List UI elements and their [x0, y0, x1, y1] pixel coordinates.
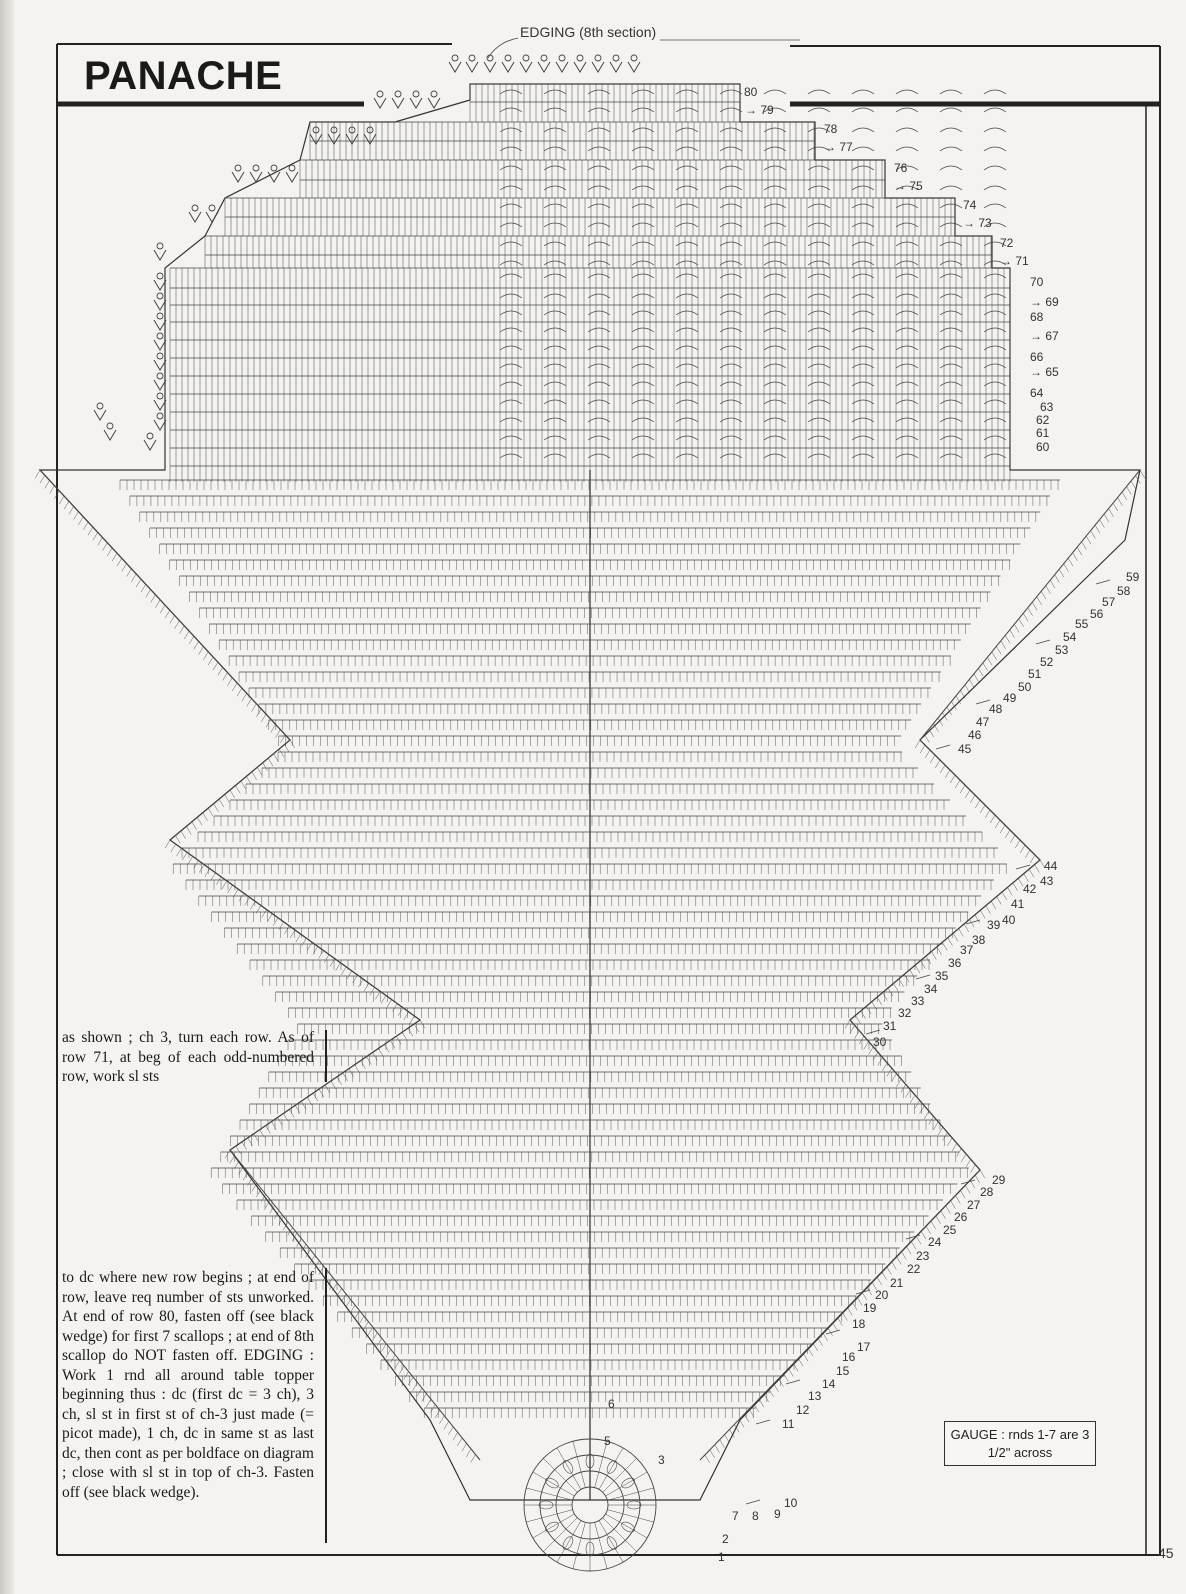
row-label-59: 59 — [1126, 570, 1140, 584]
row-label-72: 72 — [1000, 236, 1014, 250]
row-label-49: 49 — [1003, 691, 1017, 705]
row-label-54: 54 — [1063, 630, 1077, 644]
row-label-37: 37 — [960, 943, 974, 957]
row-label-51: 51 — [1028, 667, 1042, 681]
row-label-77: → 77 — [824, 140, 853, 154]
row-label-14: 14 — [822, 1377, 836, 1391]
row-label-80: 80 — [744, 85, 758, 99]
row-label-7: 7 — [732, 1509, 739, 1523]
row-label-5: 5 — [604, 1434, 611, 1448]
row-label-71: → 71 — [1000, 254, 1029, 268]
gauge-box: GAUGE : rnds 1-7 are 3 1/2" across — [944, 1421, 1096, 1466]
row-label-38: 38 — [972, 933, 986, 947]
row-label-16: 16 — [842, 1350, 856, 1364]
row-label-41: 41 — [1011, 897, 1025, 911]
row-label-67: → 67 — [1030, 329, 1059, 343]
row-label-53: 53 — [1055, 643, 1069, 657]
row-label-74: 74 — [963, 198, 977, 212]
row-label-34: 34 — [924, 982, 938, 996]
row-label-45: 45 — [958, 742, 972, 756]
row-label-11: 11 — [782, 1417, 795, 1431]
row-label-9: 9 — [774, 1507, 781, 1521]
row-label-55: 55 — [1075, 617, 1089, 631]
row-label-31: 31 — [883, 1019, 897, 1033]
row-label-6: 6 — [608, 1397, 615, 1411]
row-label-69: → 69 — [1030, 295, 1059, 309]
row-label-76: 76 — [894, 161, 908, 175]
row-label-42: 42 — [1023, 882, 1037, 896]
row-label-63: 63 — [1040, 400, 1054, 414]
row-label-10: 10 — [784, 1496, 798, 1510]
row-label-39: 39 — [987, 918, 1001, 932]
row-label-3: 3 — [658, 1453, 665, 1467]
row-label-73: → 73 — [963, 216, 992, 230]
row-label-70: 70 — [1030, 275, 1044, 289]
row-label-78: 78 — [824, 122, 838, 136]
row-label-27: 27 — [967, 1198, 981, 1212]
row-label-23: 23 — [916, 1249, 930, 1263]
row-label-33: 33 — [911, 994, 925, 1008]
row-label-13: 13 — [808, 1389, 822, 1403]
row-label-57: 57 — [1102, 595, 1116, 609]
instructions-bottom-rule — [324, 1268, 328, 1543]
row-label-20: 20 — [875, 1288, 889, 1302]
row-label-30: 30 — [873, 1035, 887, 1049]
row-label-66: 66 — [1030, 350, 1044, 364]
row-label-58: 58 — [1117, 584, 1131, 598]
row-label-35: 35 — [935, 969, 949, 983]
row-label-50: 50 — [1018, 680, 1032, 694]
row-label-28: 28 — [980, 1185, 994, 1199]
instructions-top: as shown ; ch 3, turn each row. As of row 71, at beg of each odd-numbered row, work sl sts — [62, 1029, 314, 1085]
row-label-32: 32 — [898, 1006, 912, 1020]
instructions-top-rule — [324, 1030, 328, 1082]
row-label-68: 68 — [1030, 310, 1044, 324]
row-label-48: 48 — [989, 702, 1003, 716]
row-label-62: 62 — [1036, 413, 1050, 427]
row-label-12: 12 — [796, 1403, 810, 1417]
row-label-21: 21 — [890, 1276, 904, 1290]
row-label-1: 1 — [718, 1550, 725, 1564]
row-label-47: 47 — [976, 715, 990, 729]
instructions-bottom: to dc where new row begins ; at end of row, leave req number of sts unworked. At end of row 80, fasten off (see black wedge) for first 7 scallops ; at end of 8th scallop do NOT fasten off. EDGING : Work 1 rnd all around table topper beginning thus : dc (first dc = 3 ch), 3 ch, sl st in first st of ch-3 just made (= picot made), 1 ch, dc in same st as last dc, then cont as per boldface on diagram ; close with sl st in top of ch-3. Fasten off (see black wedge). — [62, 1269, 314, 1501]
row-label-24: 24 — [928, 1235, 942, 1249]
row-label-56: 56 — [1090, 607, 1104, 621]
row-label-64: 64 — [1030, 386, 1044, 400]
row-label-29: 29 — [992, 1173, 1006, 1187]
row-label-25: 25 — [943, 1223, 957, 1237]
row-label-79: → 79 — [745, 103, 774, 117]
row-label-17: 17 — [857, 1340, 871, 1354]
row-label-22: 22 — [907, 1262, 921, 1276]
row-label-36: 36 — [948, 956, 962, 970]
row-label-8: 8 — [752, 1509, 759, 1523]
row-label-44: 44 — [1044, 859, 1058, 873]
edging-label: EDGING (8th section) — [520, 24, 657, 40]
row-label-75: → 75 — [894, 179, 923, 193]
page-number: 45 — [1158, 1545, 1174, 1561]
row-label-65: → 65 — [1030, 365, 1059, 379]
row-label-26: 26 — [954, 1210, 968, 1224]
row-label-15: 15 — [836, 1364, 850, 1378]
row-label-40: 40 — [1002, 913, 1016, 927]
row-label-61: 61 — [1036, 426, 1050, 440]
row-label-43: 43 — [1040, 874, 1054, 888]
row-label-60: 60 — [1036, 440, 1050, 454]
row-label-46: 46 — [968, 728, 982, 742]
page-title: PANACHE — [84, 54, 283, 98]
row-label-2: 2 — [722, 1532, 729, 1546]
row-label-52: 52 — [1040, 655, 1054, 669]
row-label-19: 19 — [863, 1301, 877, 1315]
row-label-18: 18 — [852, 1317, 866, 1331]
